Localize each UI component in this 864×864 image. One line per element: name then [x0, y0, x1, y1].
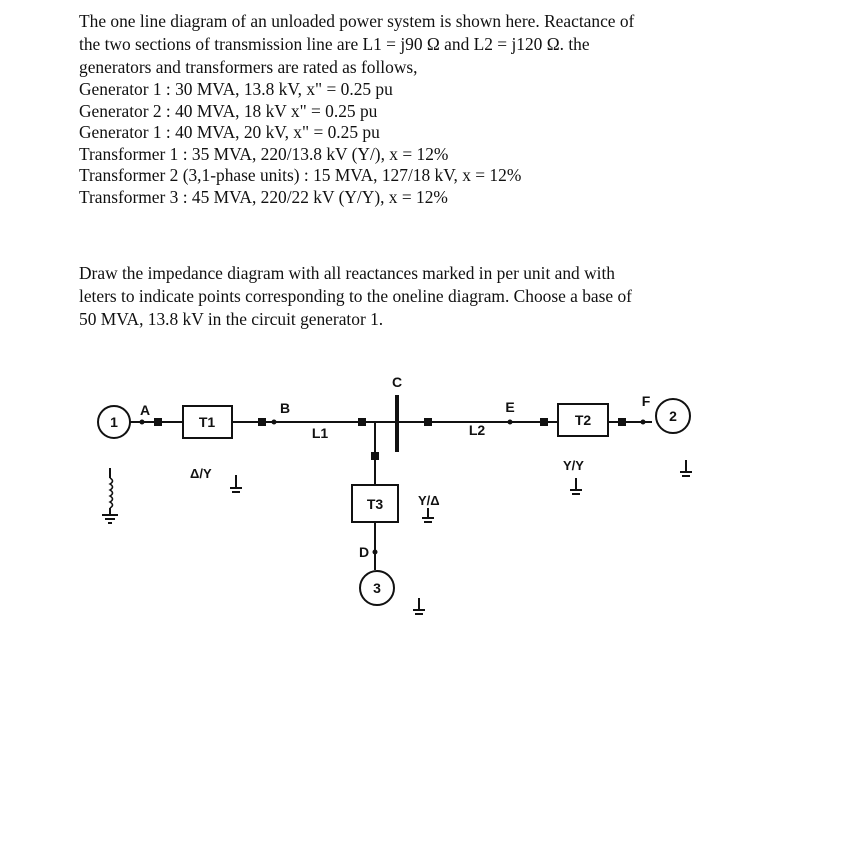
one-line-diagram	[0, 360, 864, 660]
breaker-c-left	[358, 418, 366, 426]
rating-transformer-1: Transformer 1 : 35 MVA, 220/13.8 kV (Y/), x = 12%	[79, 143, 449, 164]
point-d-dot	[373, 550, 378, 555]
point-e-dot	[508, 420, 513, 425]
intro-line: The one line diagram of an unloaded power system is shown here. Reactance of	[79, 11, 635, 31]
intro-line: generators and transformers are rated as follows,	[79, 57, 418, 77]
line-l1-label: L1	[311, 425, 329, 441]
point-b-label: B	[279, 400, 291, 416]
g1-grounding-inductor	[110, 478, 113, 508]
generator-3-label: 3	[373, 580, 381, 596]
breaker-c-down	[371, 452, 379, 460]
task-line: 50 MVA, 13.8 kV in the circuit generator 1.	[79, 309, 384, 329]
rating-transformer-2: Transformer 2 (3,1-phase units) : 15 MVA, 127/18 kV, x = 12%	[79, 165, 522, 185]
breaker-b	[258, 418, 266, 426]
transformer-2-connection: Y/Y	[563, 458, 584, 473]
rating-generator-2: Generator 2 : 40 MVA, 18 kV x" = 0.25 pu	[79, 100, 378, 121]
problem-statement	[79, 10, 739, 208]
transformer-1-label: T1	[198, 414, 216, 430]
task-line: Draw the impedance diagram with all reactances marked in per unit and with	[79, 263, 616, 283]
rating-transformer-3: Transformer 3 : 45 MVA, 220/22 kV (Y/Y), x = 12%	[79, 186, 448, 207]
point-a-dot	[140, 420, 145, 425]
generator-2-label: 2	[669, 408, 677, 424]
task-line: leters to indicate points corresponding to the oneline diagram. Choose a base of	[79, 286, 632, 306]
breaker-f	[618, 418, 626, 426]
transformer-3-label: T3	[366, 496, 384, 512]
transformer-3-connection: Y/Δ	[418, 493, 440, 508]
point-a-label: A	[139, 402, 151, 418]
transformer-1-connection: Δ/Y	[190, 466, 212, 481]
breaker-e	[540, 418, 548, 426]
point-d-label: D	[358, 544, 370, 560]
transformer-2-label: T2	[574, 412, 592, 428]
point-f-dot	[641, 420, 646, 425]
breaker-a	[154, 418, 162, 426]
rating-generator-3: Generator 1 : 40 MVA, 20 kV, x" = 0.25 pu	[79, 122, 380, 142]
task-statement	[79, 262, 739, 331]
line-l2-label: L2	[468, 422, 486, 438]
generator-1-label: 1	[110, 414, 118, 430]
point-f-label: F	[641, 393, 651, 409]
point-e-label: E	[505, 399, 515, 415]
breaker-c-right	[424, 418, 432, 426]
intro-line: the two sections of transmission line are L1 = j90 Ω and L2 = j120 Ω. the	[79, 34, 590, 54]
point-b-dot	[272, 420, 277, 425]
point-c-label: C	[391, 374, 403, 390]
rating-generator-1: Generator 1 : 30 MVA, 13.8 kV, x" = 0.25 pu	[79, 79, 393, 99]
